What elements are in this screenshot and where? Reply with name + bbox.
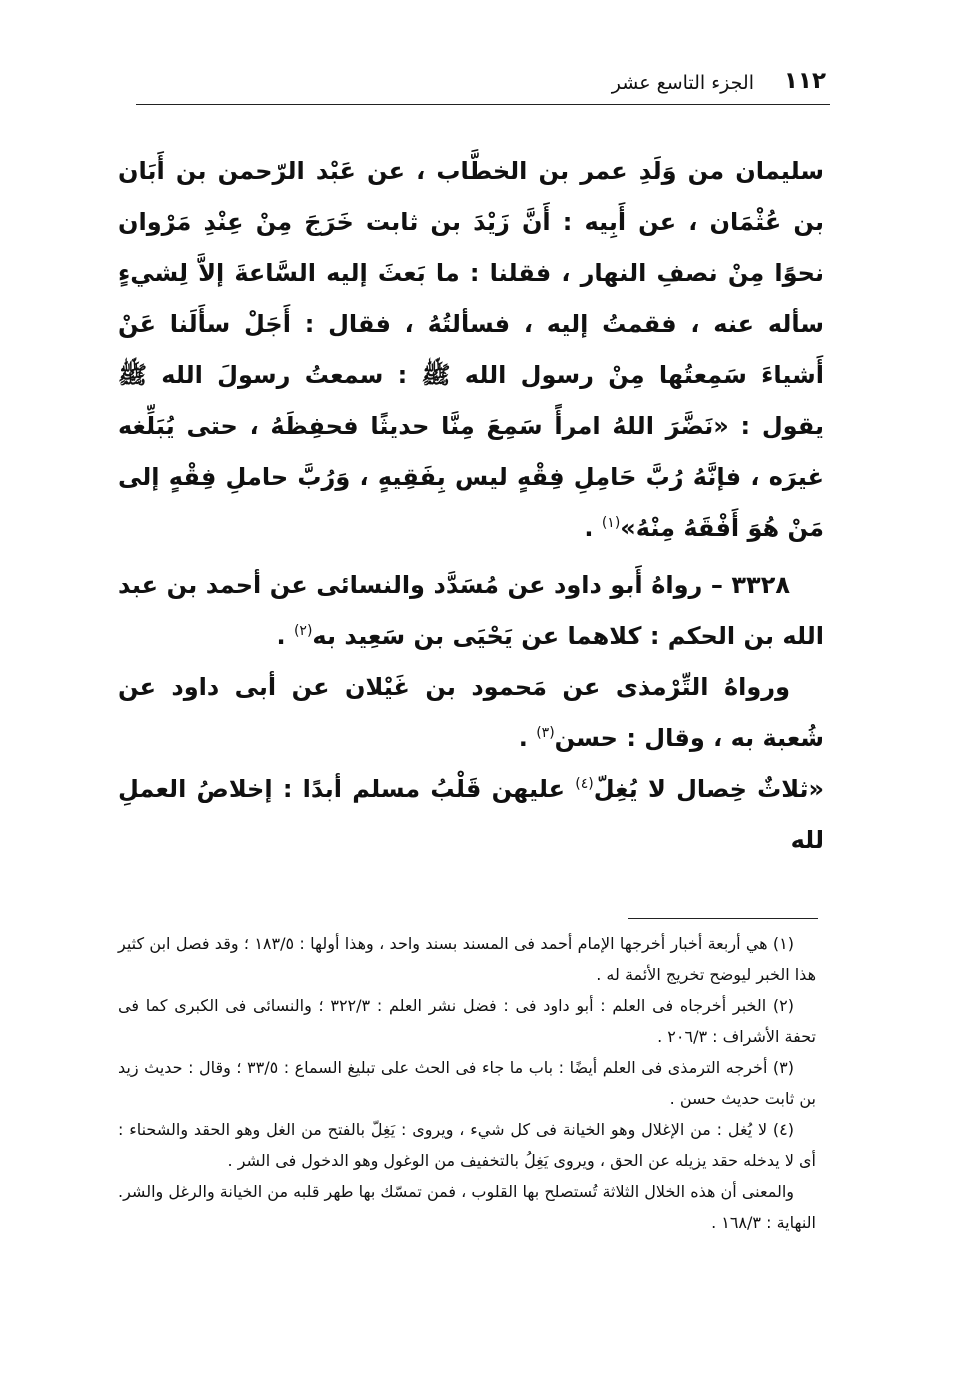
footnote-ref-1: (١) (601, 515, 621, 531)
footnote-ref-4: (٤) (575, 776, 594, 792)
main-text (118, 146, 824, 866)
hadith-3328 (118, 560, 824, 662)
header-divider (136, 104, 830, 105)
footnote-3: (٣) أخرجه الترمذى فى العلم أيضًا : باب ما جاء فى الحث على تبليغ السماع : ٣٣/٥ ؛ وقال : حديث زيد بن ثابت حديث حسن . (118, 1058, 816, 1108)
paragraph-1 (118, 146, 824, 554)
part-title: الجزء التاسع عشر (611, 72, 754, 94)
footnote-divider (628, 918, 818, 919)
page-number: ١١٢ (783, 68, 826, 94)
paragraph-3-end: . (518, 724, 537, 752)
paragraph-1-end: . (584, 514, 602, 542)
hadith-3328-end: . (276, 622, 294, 650)
footnote-ref-3: (٣) (536, 725, 555, 741)
footnote-ref-2: (٢) (293, 623, 313, 639)
footnote-1: (١) هي أربعة أخبار أخرجها الإمام أحمد فى المسند بسند واحد ، وهذا أولها : ١٨٣/٥ ؛ وقد فصل ابن كثير هذا الخبر ليوضح تخريج الأئمة له . (118, 934, 816, 984)
running-header (130, 68, 826, 102)
footnote-2: (٢) الخبر أخرجاه فى العلم : أبو داود فى : فضل نشر العلم : ٣٢٢/٣ ؛ والنسائى فى الكبرى كما فى تحفة الأشراف : ٢٠٦/٣ . (118, 996, 816, 1046)
paragraph-1-text: سليمان من وَلَدِ عمر بن الخطَّاب ، عن عَبْد الرّحمن بن أَبَان بن عُثْمَان ، عن أَبِيه : أَنَّ زَيْدَ بن ثابت خَرَجَ مِنْ عِنْدِ مَرْوان نحوًا مِنْ نصفِ النهار ، فقلنا : ما بَعثَ إليه السَّاعةَ إلاَّ لِشيءٍ سأله عنه ، فقمتُ إليه ، فسألتُهُ ، فقال : أَجَلْ سأَلَنا عَنْ أَشياءَ سَمِعتُها مِنْ رسول الله ﷺ : سمعتُ رسولَ الله ﷺ يقول : «نَضَّرَ اللهُ امرأً سَمِعَ مِنَّا حديثًا فحفِظَهُ ، حتى يُبَلِّغه غيرَه ، فإنَّهُ رُبَّ حَامِلِ فِقْهٍ ليس بِفَقِيهٍ ، وَرُبَّ حاملِ فِقْهٍ إلى مَنْ هُوَ أَفْقَهُ مِنْهُ» (118, 157, 824, 542)
footnotes (118, 928, 816, 1238)
footnote-4-continued: والمعنى أن هذه الخلال الثلاثة تُستصلح بها القلوب ، فمن تمسّك بها طهر قلبه من الخيانة والرغل والشر. النهاية : ١٦٨/٣ . (118, 1182, 816, 1232)
paragraph-4-text-b: عليهن قَلْبُ مسلم أبدًا : إخلاصُ العملِ لله (118, 775, 824, 854)
paragraph-3-text: ورواهُ التِّرْمذى عن مَحمود بن غَيْلان عن أبى داود عن شُعبة به ، وقال : حسن (118, 673, 824, 752)
paragraph-4 (118, 764, 824, 866)
paragraph-4-text-a: «ثلاثٌ خِصال لا يُغِلّ (593, 775, 824, 803)
footnote-4: (٤) لا يُغل : من الإغلال وهو الخيانة فى كل شيء ، ويروى : يَغِلّ بالفتح من الغل وهو الحقد والشحناء : أى لا يدخله حقد يزيله عن الحق ، ويروى يَغِلُ بالتخفيف من الوغول وهو الدخول فى الشر . (118, 1120, 816, 1170)
paragraph-3 (118, 662, 824, 764)
hadith-3328-text: ٣٣٢٨ – رواهُ أَبو داود عن مُسَدَّد والنسائى عن أحمد بن عبد الله بن الحكم : كلاهما عن يَحْيَى بن سَعِيد به (118, 571, 824, 650)
